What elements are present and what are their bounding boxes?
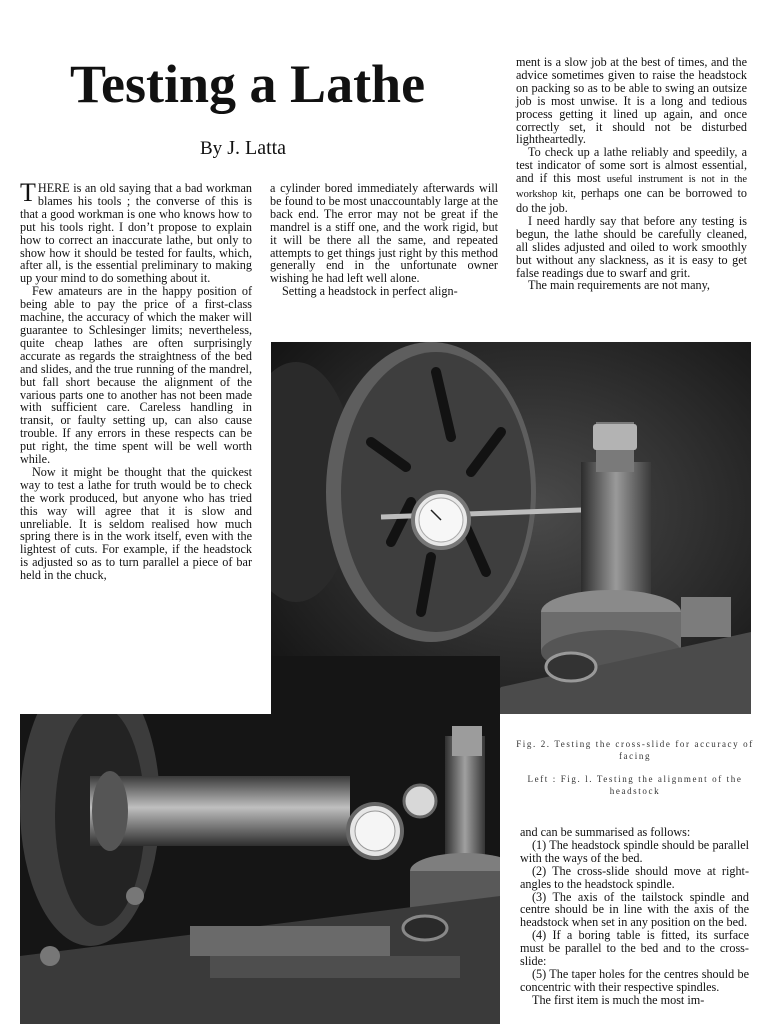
- paragraph: The main requirements are not many,: [528, 278, 710, 293]
- paragraph-text-small: useful instrument is not in the workshop kit,: [516, 174, 747, 201]
- paragraph: [516, 146, 747, 215]
- paragraph: Now it might be thought that the quickest way to test a lathe for truth would be to check the work produced, but anyone who has tried this way will agree that it is slow and unreliable. It is seldom realised how much spring there is in the work itself, even with the lightest of cuts. For example, if the headstock is adjusted so as to turn parallel a piece of bar held in the chuck,: [20, 464, 252, 583]
- list-item: (4) If a boring table is fitted, its surface must be parallel to the bed and to the cross-slide:: [520, 928, 749, 969]
- paragraph-text: To check up a lathe reliably and speedily, a test indicator of some sort is almost essential, and if this most: [516, 145, 747, 186]
- paragraph: a cylinder bored immediately afterwards will be found to be most unaccountably large at the back end. The error may not be great if the mandrel is a stiff one, and the work rigid, but it will be there all the same, and repeated attempts to get things just right by this method generally end in the unfortunate owner wishing he had left well alone.: [270, 181, 498, 286]
- list-item: (5) The taper holes for the centres should be concentric with their respective spindles.: [520, 966, 749, 994]
- figure-1-caption: Left : Fig. l. Testing the alignment of the headstock: [527, 774, 743, 796]
- byline-by: By: [200, 138, 223, 159]
- paragraph: ment is a slow job at the best of times, and the advice sometimes given to raise the headstock on packing so as to be able to swing an outsize job is most unwise. It is a long and tedious process getting it lined up again, and once correctly set, it should not be disturbed lightheartedly.: [516, 55, 747, 147]
- article-title: Testing a Lathe: [70, 54, 426, 114]
- column-3: [516, 56, 747, 292]
- list-item: (2) The cross-slide should move at right-angles to the headstock spindle.: [520, 863, 749, 891]
- figure-2-caption: Fig. 2. Testing the cross-slide for accuracy of facing: [516, 739, 754, 761]
- paragraph: Few amateurs are in the happy position of being able to pay the price of a first-class machine, the accuracy of which the maker will guarantee to Schlesinger limits; nevertheless, quite cheap lathes are often surprisingly accurate as regards the straightness of the bed and slides, and the true running of the mandrel, but fall short because the alignment of the various parts one to another has not been made with sufficient care. Careless handling in transit, or faulty setting up, can also cause trouble. If any errors in these respects can be put right, the time spent will be well worth while.: [20, 284, 252, 467]
- drop-cap: T: [20, 178, 36, 207]
- paragraph: Setting a headstock in perfect align-: [282, 284, 458, 299]
- paragraph: The first item is much the most im-: [532, 992, 705, 1007]
- paragraph: and can be summarised as follows:: [520, 825, 691, 839]
- paragraph: [20, 178, 252, 286]
- list-item: (3) The axis of the tailstock spindle and centre should be in line with the axis of the headstock when set in any position on the bed.: [520, 889, 749, 930]
- author-name: J. Latta: [227, 137, 287, 159]
- paragraph: I need hardly say that before any testing is begun, the lathe should be carefully cleaned, all slides adjusted and oiled to work smoothly but without any slackness, as it is easy to get false readings due to swarf and grit.: [516, 213, 747, 280]
- byline: [200, 134, 286, 163]
- column-2: [270, 182, 498, 298]
- paragraph-text: HERE is an old saying that a bad workman blames his tools ; the converse of this is that a good workman is one who knows how to put his tools right. I don’t propose to explain how to correct an inaccurate lathe, but only to show how it should be tested for faults, which, after all, is the essential preliminary to making up your mind to do something about it.: [20, 181, 252, 286]
- list-item: (1) The headstock spindle should be parallel with the ways of the bed.: [520, 837, 749, 865]
- paragraph-text: perhaps one can be borrowed to do the job.: [516, 186, 747, 215]
- column-3-continued: [520, 826, 749, 1007]
- column-1: [20, 178, 252, 583]
- figure-1-notch: [20, 656, 271, 714]
